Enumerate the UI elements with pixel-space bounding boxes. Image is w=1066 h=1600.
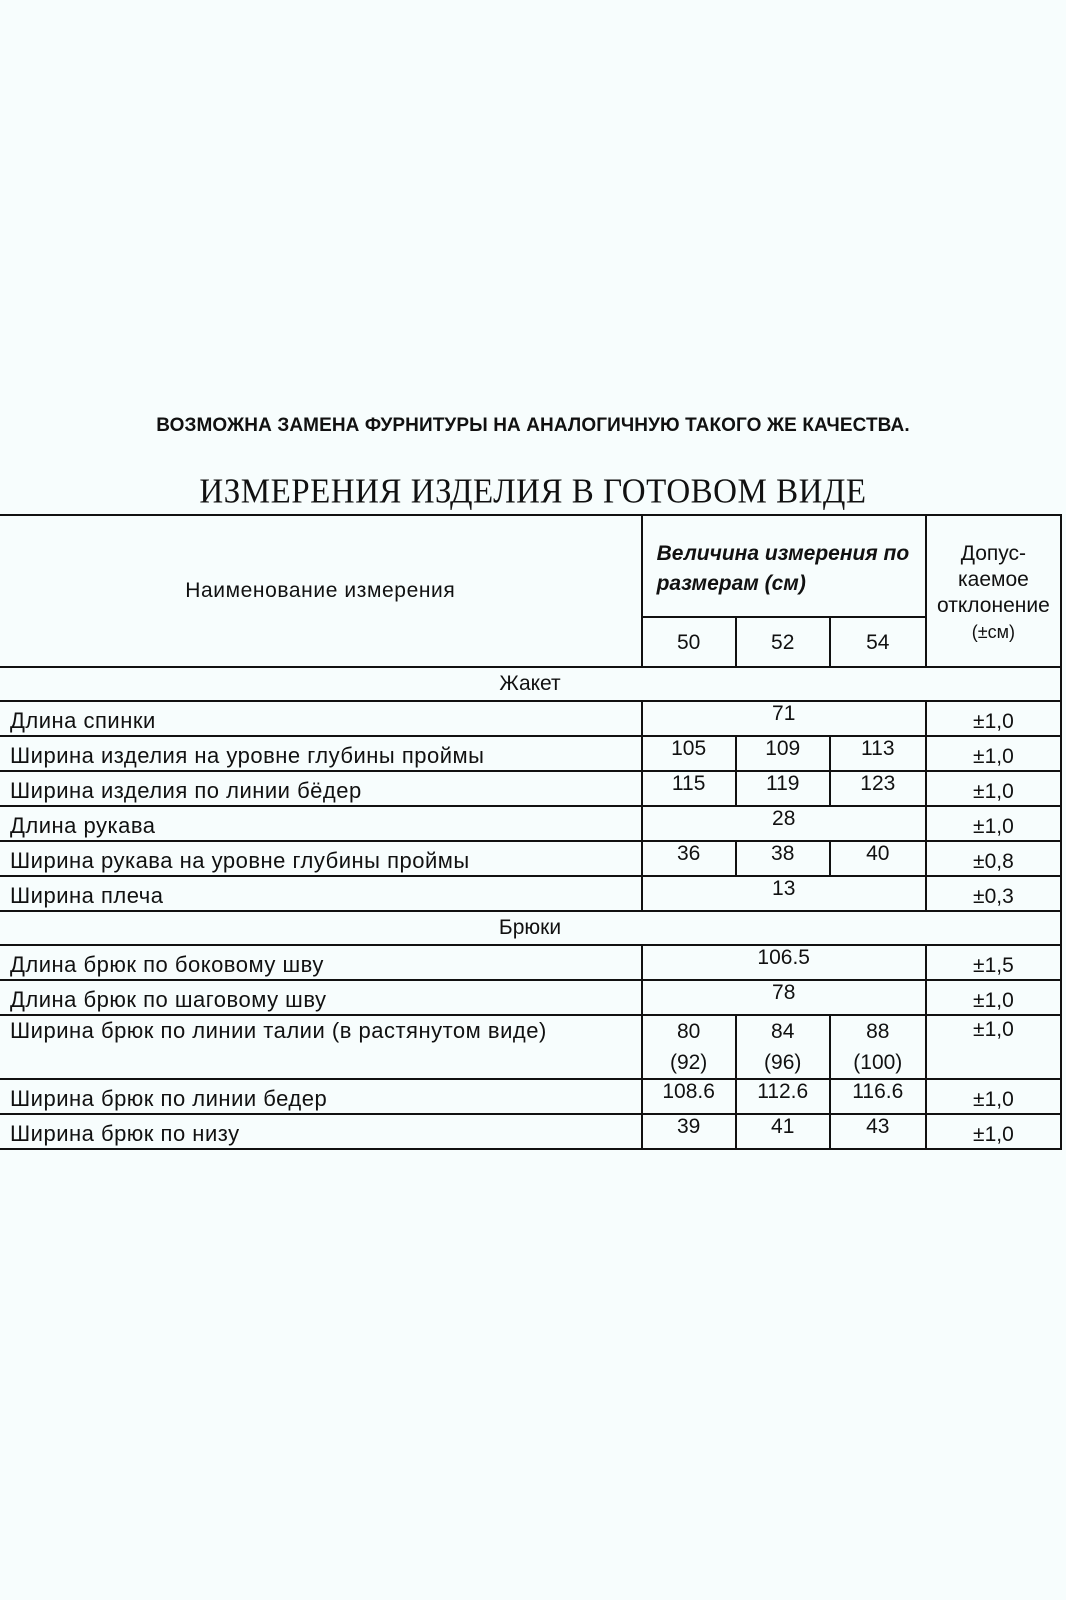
row-tolerance: ±0,3 xyxy=(926,876,1061,911)
row-value-merged: 78 xyxy=(642,980,926,1015)
row-value-merged: 71 xyxy=(642,701,926,736)
row-value-50: 36 xyxy=(642,841,736,876)
table-row xyxy=(0,945,1061,980)
row-tolerance: ±1,0 xyxy=(926,1114,1061,1149)
row-tolerance: ±0,8 xyxy=(926,841,1061,876)
size-54-header: 54 xyxy=(830,617,926,667)
row-name: Ширина брюк по линии талии (в растянутом виде) xyxy=(0,1015,642,1079)
row-value-52 xyxy=(736,1015,830,1079)
row-tolerance: ±1,0 xyxy=(926,980,1061,1015)
row-tolerance: ±1,0 xyxy=(926,736,1061,771)
row-value-54 xyxy=(830,1015,926,1079)
row-name: Длина брюк по боковому шву xyxy=(0,945,642,980)
row-value-54: 113 xyxy=(830,736,926,771)
row-name: Длина брюк по шаговому шву xyxy=(0,980,642,1015)
value-line: 88 xyxy=(866,1020,890,1043)
row-value-54: 116.6 xyxy=(830,1079,926,1114)
table-row xyxy=(0,1079,1061,1114)
row-value-merged: 13 xyxy=(642,876,926,911)
row-tolerance: ±1,0 xyxy=(926,771,1061,806)
header-tol-line2: каемое xyxy=(958,568,1029,591)
table-row xyxy=(0,876,1061,911)
row-name: Ширина рукава на уровне глубины проймы xyxy=(0,841,642,876)
value-line-stretched: (100) xyxy=(853,1051,903,1074)
row-value-50: 39 xyxy=(642,1114,736,1149)
section-row-jacket xyxy=(0,667,1061,701)
row-value-54: 40 xyxy=(830,841,926,876)
row-name: Ширина плеча xyxy=(0,876,642,911)
row-tolerance: ±1,0 xyxy=(926,701,1061,736)
row-value-52: 41 xyxy=(736,1114,830,1149)
header-tol-line1: Допус- xyxy=(960,542,1027,565)
header-group-line2: размерам (см) xyxy=(656,572,806,595)
header-group-line1: Величина измерения по xyxy=(656,542,910,565)
value-line: 80 xyxy=(676,1020,701,1043)
row-value-50: 115 xyxy=(642,771,736,806)
measurement-table xyxy=(0,514,1062,1150)
header-name-label: Наименование измерения xyxy=(185,579,456,602)
row-value-52: 112.6 xyxy=(736,1079,830,1114)
value-line: 84 xyxy=(771,1020,795,1043)
size-52-header: 52 xyxy=(736,617,830,667)
row-value-52: 109 xyxy=(736,736,830,771)
row-name: Ширина брюк по низу xyxy=(0,1114,642,1149)
replacement-notice: ВОЗМОЖНА ЗАМЕНА ФУРНИТУРЫ НА АНАЛОГИЧНУЮ ТАКОГО ЖЕ КАЧЕСТВА. xyxy=(156,415,910,436)
row-tolerance: ±1,0 xyxy=(926,1079,1061,1114)
table-row xyxy=(0,701,1061,736)
row-value-merged: 28 xyxy=(642,806,926,841)
row-value-merged: 106.5 xyxy=(642,945,926,980)
row-value-50: 105 xyxy=(642,736,736,771)
row-value-54: 123 xyxy=(830,771,926,806)
section-title-jacket: Жакет xyxy=(0,667,1061,701)
row-value-54: 43 xyxy=(830,1114,926,1149)
row-value-50 xyxy=(642,1015,736,1079)
table-row xyxy=(0,771,1061,806)
table-row xyxy=(0,806,1061,841)
row-name: Длина спинки xyxy=(0,701,642,736)
header-row xyxy=(0,515,1061,617)
row-value-52: 119 xyxy=(736,771,830,806)
value-line-stretched: (96) xyxy=(764,1051,802,1074)
table-row xyxy=(0,1114,1061,1149)
section-title-trousers: Брюки xyxy=(0,911,1061,945)
header-tol-line3: отклонение xyxy=(937,594,1050,617)
row-name: Длина рукава xyxy=(0,806,642,841)
table-row xyxy=(0,980,1061,1015)
row-tolerance: ±1,0 xyxy=(926,1015,1061,1079)
row-tolerance: ±1,0 xyxy=(926,806,1061,841)
table-row xyxy=(0,1015,1061,1079)
size-50-header: 50 xyxy=(642,617,736,667)
section-row-trousers xyxy=(0,911,1061,945)
table-row xyxy=(0,841,1061,876)
row-tolerance: ±1,5 xyxy=(926,945,1061,980)
row-name: Ширина изделия по линии бёдер xyxy=(0,771,642,806)
row-name: Ширина изделия на уровне глубины проймы xyxy=(0,736,642,771)
row-name: Ширина брюк по линии бедер xyxy=(0,1079,642,1114)
header-size-group xyxy=(642,515,926,617)
row-value-52: 38 xyxy=(736,841,830,876)
page-title: ИЗМЕРЕНИЯ ИЗДЕЛИЯ В ГОТОВОМ ВИДЕ xyxy=(199,473,867,511)
header-tol-line4: (±см) xyxy=(971,622,1016,642)
header-tolerance-cell xyxy=(926,515,1061,667)
header-name-cell xyxy=(0,515,642,667)
value-line-stretched: (92) xyxy=(669,1051,708,1074)
table-row xyxy=(0,736,1061,771)
row-value-50: 108.6 xyxy=(642,1079,736,1114)
